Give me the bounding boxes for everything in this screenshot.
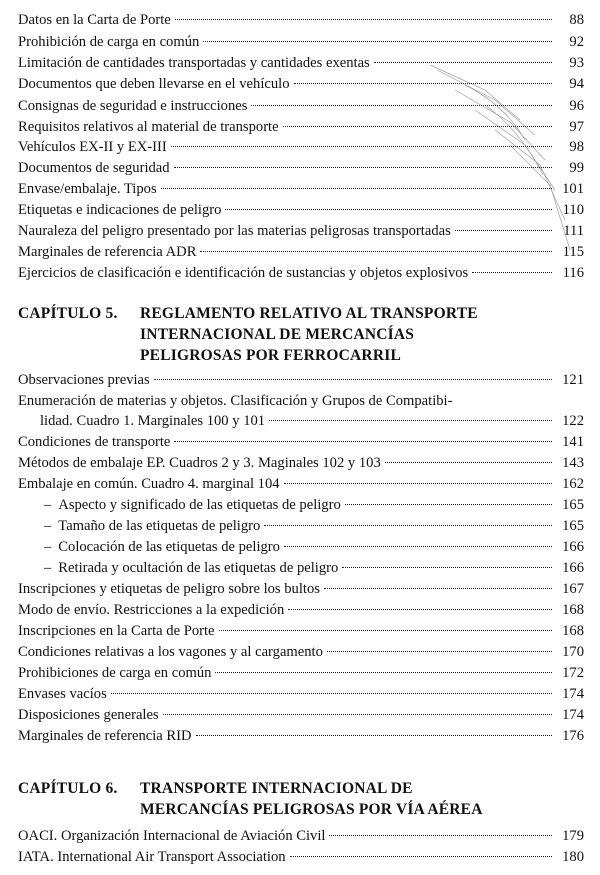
chapter-title-line3: PELIGROSAS POR FERROCARRIL (140, 347, 401, 364)
toc-entry (18, 200, 584, 220)
toc-entry (18, 117, 584, 137)
entry-title: Documentos de seguridad (18, 160, 170, 176)
chapter-6-heading (18, 778, 584, 820)
entry-page: 165 (562, 497, 584, 513)
dot-leader (345, 503, 552, 505)
entry-title: Observaciones previas (18, 372, 150, 388)
entry-page: 97 (569, 119, 584, 135)
toc-entry (18, 370, 584, 390)
entry-title: Marginales de referencia ADR (18, 244, 197, 260)
entry-page: 165 (562, 518, 584, 534)
entry-title: Limitación de cantidades transportadas y cantidades exentas (18, 55, 370, 71)
entry-page: 122 (562, 413, 584, 429)
entry-title: Consignas de seguridad e instrucciones (18, 98, 248, 114)
dot-leader (269, 419, 552, 421)
toc-entry (18, 579, 584, 599)
dot-leader (203, 40, 552, 42)
entry-title: Prohibiciones de carga en común (18, 665, 212, 681)
entry-page: 99 (569, 160, 584, 176)
entry-title: lidad. Cuadro 1. Marginales 100 y 101 (40, 413, 266, 429)
dot-leader (329, 834, 552, 836)
toc-entry (18, 642, 584, 662)
entry-page: 143 (562, 455, 584, 471)
dot-leader (472, 271, 552, 273)
dot-leader (455, 229, 552, 231)
entry-page: 167 (562, 581, 584, 597)
dot-leader (264, 524, 552, 526)
dash: – (44, 539, 52, 555)
entry-page: 166 (562, 539, 584, 555)
entry-title: Ejercicios de clasificación e identificación de sustancias y objetos explosivos (18, 265, 469, 281)
toc-entry-first-line: Enumeración de materias y objetos. Clasificación y Grupos de Compatibi- (18, 393, 453, 409)
toc-subentry (44, 516, 584, 536)
toc-entry (18, 10, 584, 30)
entry-title: Condiciones de transporte (18, 434, 171, 450)
entry-page: 96 (569, 98, 584, 114)
dot-leader (175, 18, 552, 20)
entry-title: Requisitos relativos al material de transporte (18, 119, 279, 135)
dot-leader (327, 650, 552, 652)
entry-page: 174 (562, 707, 584, 723)
entry-title: Documentos que deben llevarse en el vehículo (18, 76, 290, 92)
dot-leader (385, 461, 552, 463)
toc-entry (18, 74, 584, 94)
entry-page: 141 (562, 434, 584, 450)
entry-title: Vehículos EX-II y EX-III (18, 139, 167, 155)
dash: – (44, 497, 52, 513)
entry-title: Condiciones relativas a los vagones y al cargamento (18, 644, 323, 660)
dot-leader (251, 104, 552, 106)
dot-leader (219, 629, 552, 631)
toc-subentry (44, 537, 584, 557)
toc-entry (18, 600, 584, 620)
toc-entry (18, 684, 584, 704)
dot-leader (342, 566, 552, 568)
entry-page: 93 (569, 55, 584, 71)
entry-title: Embalaje en común. Cuadro 4. marginal 104 (18, 476, 280, 492)
entry-page: 101 (562, 181, 584, 197)
dot-leader (288, 608, 552, 610)
entry-title: Retirada y ocultación de las etiquetas de peligro (58, 560, 339, 576)
toc-entry (18, 432, 584, 452)
toc-entry (18, 32, 584, 52)
entry-title: Inscripciones en la Carta de Porte (18, 623, 215, 639)
toc-entry (18, 474, 584, 494)
entry-page: 174 (562, 686, 584, 702)
toc-subentry (44, 558, 584, 578)
entry-title: Etiquetas e indicaciones de peligro (18, 202, 222, 218)
entry-page: 168 (562, 623, 584, 639)
entry-title: Métodos de embalaje EP. Cuadros 2 y 3. Maginales 102 y 103 (18, 455, 381, 471)
entry-title: Envase/embalaje. Tipos (18, 181, 157, 197)
entry-page: 88 (569, 12, 584, 28)
dot-leader (196, 734, 552, 736)
entry-page: 179 (562, 828, 584, 844)
entry-title: Tamaño de las etiquetas de peligro (58, 518, 261, 534)
toc-subentry (44, 495, 584, 515)
entry-page: 162 (562, 476, 584, 492)
dot-leader (174, 440, 552, 442)
entry-page: 98 (569, 139, 584, 155)
entry-page: 166 (562, 560, 584, 576)
entry-page: 176 (562, 728, 584, 744)
chapter-label: CAPÍTULO 5. (18, 305, 118, 322)
toc-entry (40, 411, 584, 431)
toc-entry (18, 663, 584, 683)
entry-page: 168 (562, 602, 584, 618)
dot-leader (174, 166, 552, 168)
entry-title: Inscripciones y etiquetas de peligro sobre los bultos (18, 581, 320, 597)
toc-entry (18, 179, 584, 199)
chapter-title-line1: REGLAMENTO RELATIVO AL TRANSPORTE (140, 305, 478, 322)
toc-entry (18, 96, 584, 116)
entry-page: 110 (562, 202, 584, 218)
dot-leader (294, 82, 552, 84)
entry-page: 121 (562, 372, 584, 388)
dash: – (44, 560, 52, 576)
chapter-5-heading (18, 303, 584, 366)
toc-entry (18, 847, 584, 867)
entry-title: IATA. International Air Transport Association (18, 849, 286, 865)
dot-leader (284, 545, 552, 547)
dot-leader (200, 250, 552, 252)
dot-leader (163, 713, 552, 715)
toc-entry (18, 621, 584, 641)
entry-title: Prohibición de carga en común (18, 34, 200, 50)
entry-title: Colocación de las etiquetas de peligro (58, 539, 280, 555)
entry-page: 172 (562, 665, 584, 681)
dot-leader (111, 692, 552, 694)
entry-title: Disposiciones generales (18, 707, 159, 723)
dot-leader (290, 855, 552, 857)
dot-leader (374, 61, 552, 63)
dash: – (44, 518, 52, 534)
toc-entry (18, 453, 584, 473)
entry-title: Marginales de referencia RID (18, 728, 192, 744)
entry-title: Envases vacíos (18, 686, 107, 702)
dot-leader (225, 208, 552, 210)
chapter-title-line1: TRANSPORTE INTERNACIONAL DE (140, 780, 413, 797)
entry-title: Nauraleza del peligro presentado por las materias peligrosas transportadas (18, 223, 451, 239)
entry-title: Aspecto y significado de las etiquetas de peligro (58, 497, 341, 513)
dot-leader (171, 145, 552, 147)
toc-entry (18, 242, 584, 262)
dot-leader (283, 125, 552, 127)
entry-page: 116 (562, 265, 584, 281)
toc-entry (18, 826, 584, 846)
toc-entry (18, 263, 584, 283)
chapter-label: CAPÍTULO 6. (18, 780, 118, 797)
entry-page: 115 (562, 244, 584, 260)
entry-title: OACI. Organización Internacional de Aviación Civil (18, 828, 326, 844)
toc-entry (18, 705, 584, 725)
toc-entry (18, 221, 584, 241)
entry-title: Datos en la Carta de Porte (18, 12, 171, 28)
entry-page: 92 (569, 34, 584, 50)
dot-leader (324, 587, 552, 589)
entry-title: Modo de envío. Restricciones a la expedición (18, 602, 285, 618)
entry-page: 170 (562, 644, 584, 660)
toc-entry (18, 53, 584, 73)
chapter-title-line2: MERCANCÍAS PELIGROSAS POR VÍA AÉREA (140, 801, 483, 818)
dot-leader (161, 187, 552, 189)
dot-leader (284, 482, 552, 484)
entry-page: 180 (562, 849, 584, 865)
toc-entry (18, 726, 584, 746)
toc-entry (18, 158, 584, 178)
dot-leader (215, 671, 552, 673)
dot-leader (154, 378, 552, 380)
entry-page: 111 (563, 223, 584, 239)
entry-page: 94 (569, 76, 584, 92)
toc-entry (18, 137, 584, 157)
chapter-title-line2: INTERNACIONAL DE MERCANCÍAS (140, 326, 415, 343)
